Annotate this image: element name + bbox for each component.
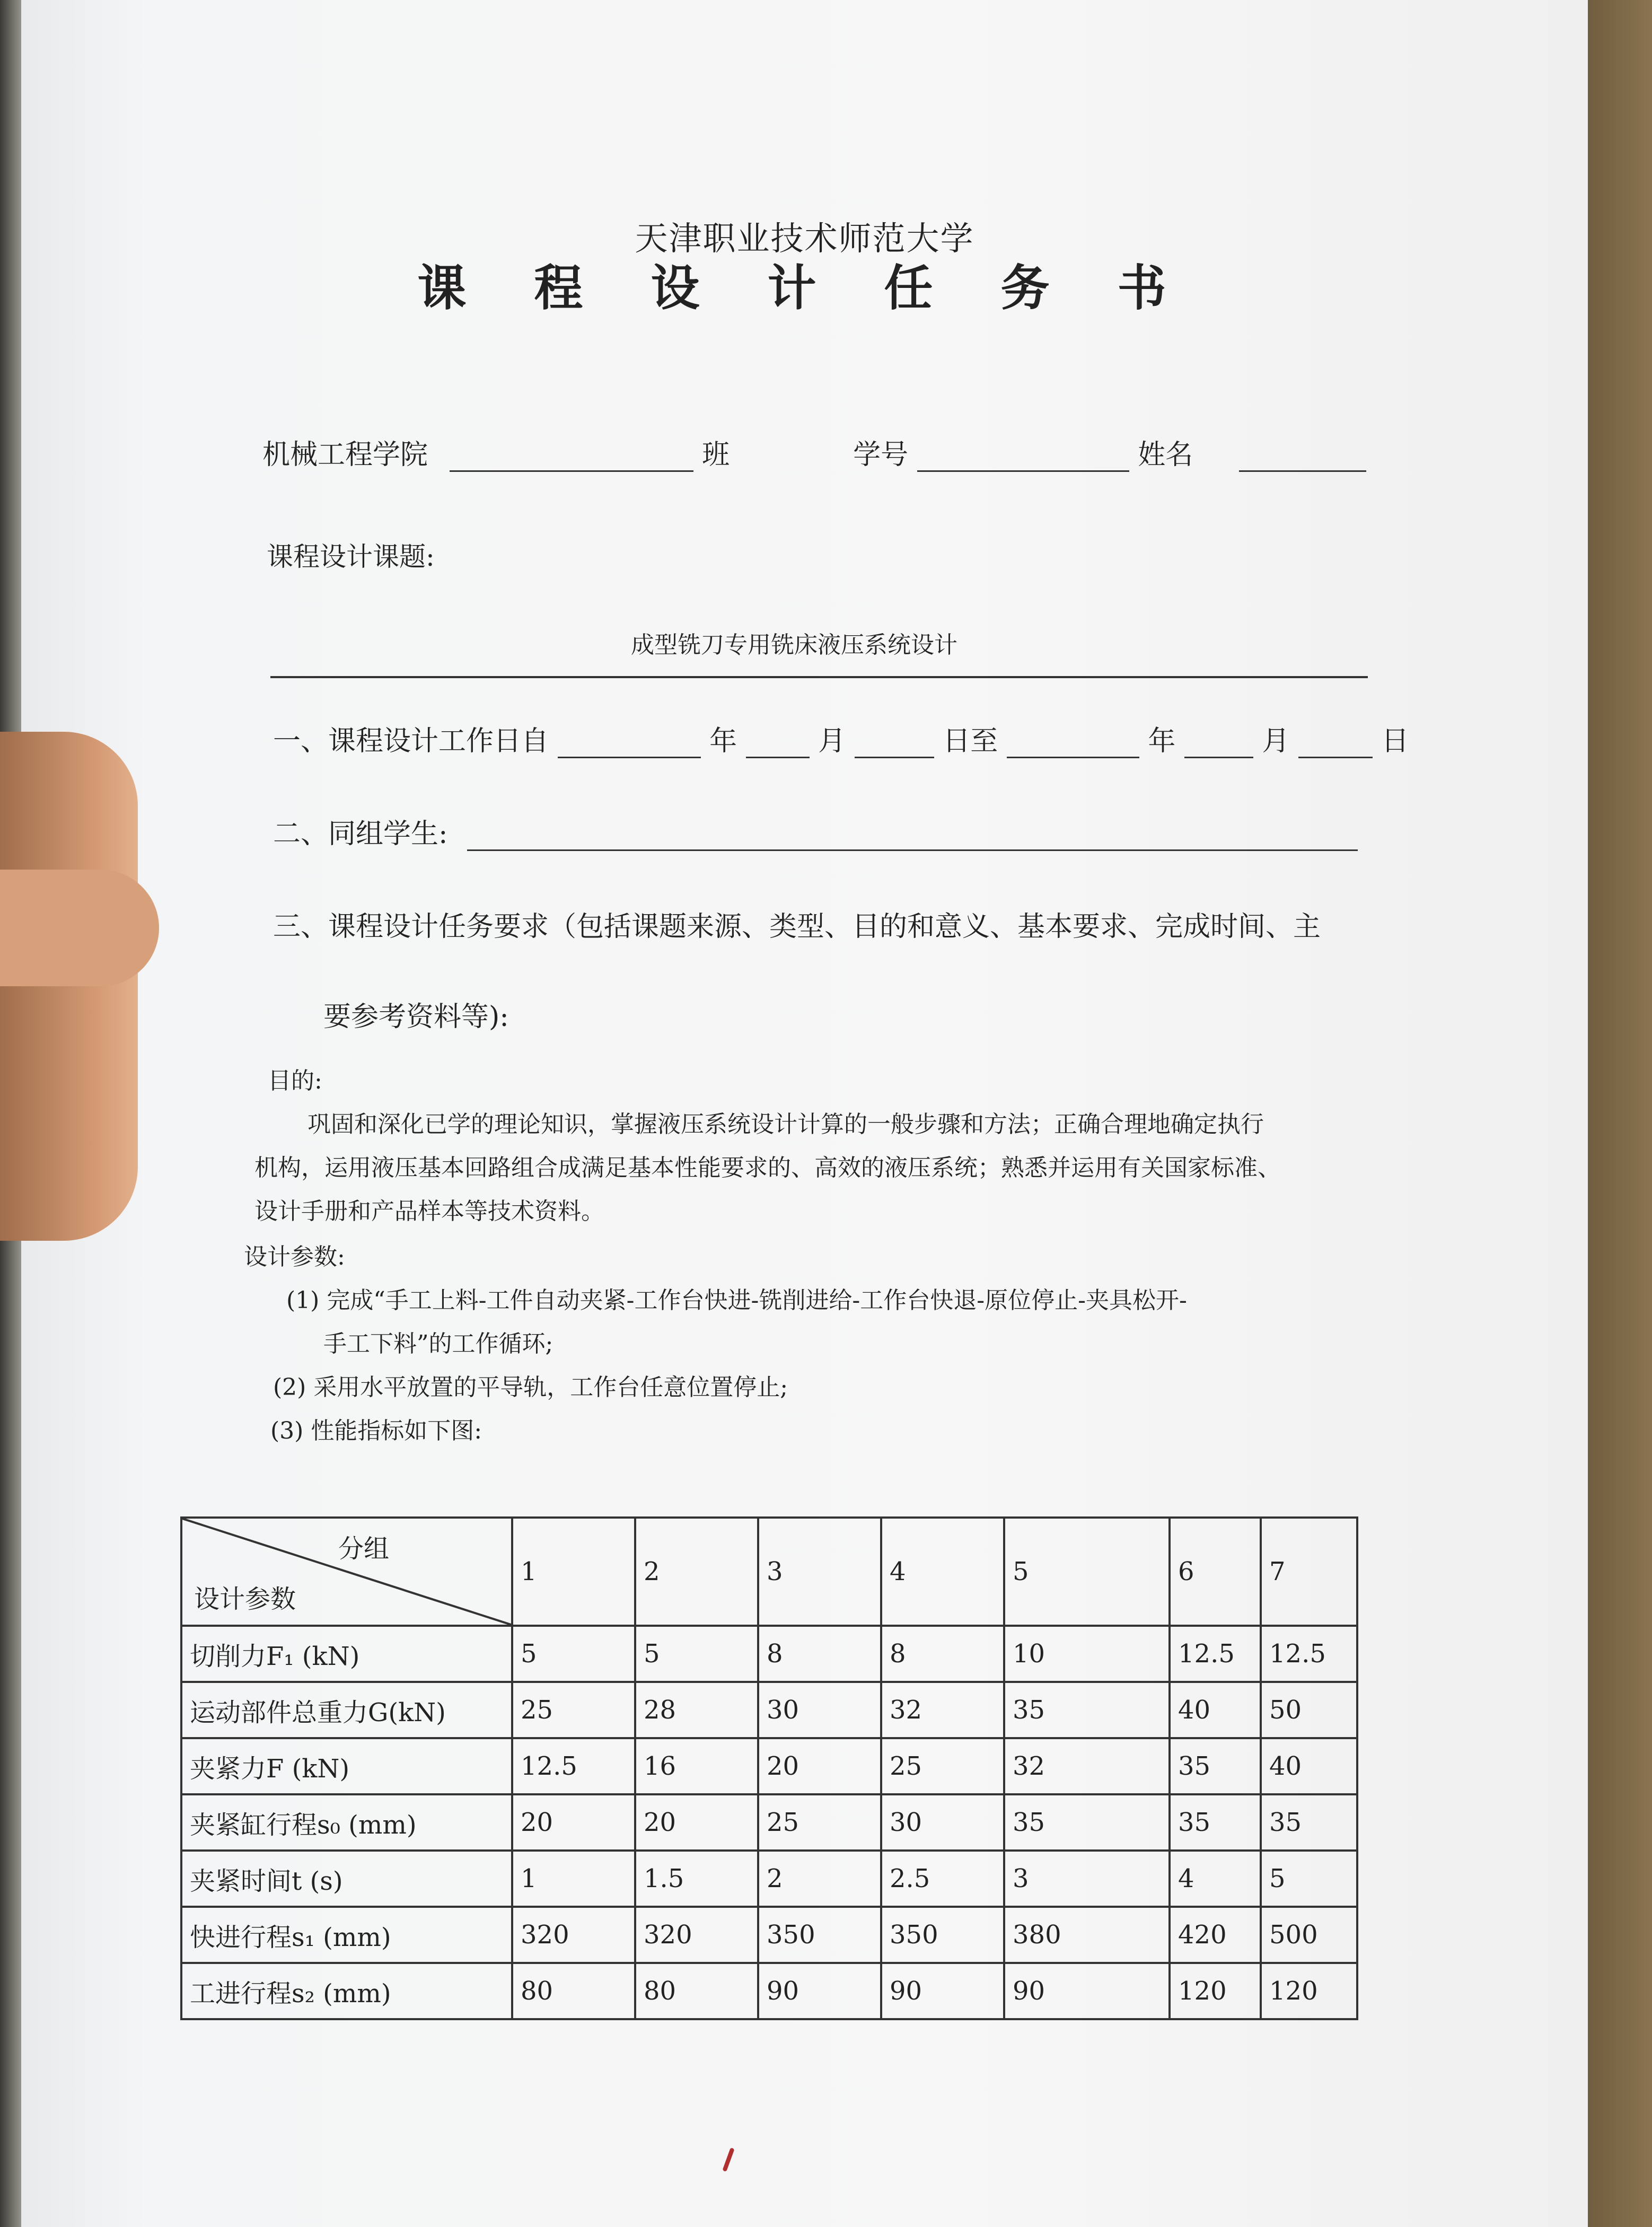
param-value-cell: 20 — [758, 1738, 881, 1794]
group-header: 2 — [635, 1518, 758, 1626]
table-row — [181, 1794, 1357, 1851]
param-label-cell: 运动部件总重力G(kN) — [181, 1682, 512, 1738]
name-label: 姓名 — [1138, 439, 1193, 471]
param-label-cell: 夹紧时间t (s) — [181, 1851, 512, 1907]
start-year-field[interactable] — [558, 729, 701, 758]
section-requirements-line1: 三、课程设计任务要求（包括课题来源、类型、目的和意义、基本要求、完成时间、主 — [273, 911, 1321, 943]
param-value-cell: 28 — [635, 1682, 758, 1738]
hand — [0, 732, 138, 1241]
param-value-cell: 90 — [1004, 1963, 1170, 2019]
table-row — [181, 1682, 1357, 1738]
param-value-cell: 20 — [512, 1794, 635, 1851]
param-value-cell: 1 — [512, 1851, 635, 1907]
param-label-cell: 夹紧缸行程s₀ (mm) — [181, 1794, 512, 1851]
table-row — [181, 1626, 1357, 1682]
end-day-field[interactable] — [1298, 729, 1373, 758]
param-value-cell: 10 — [1004, 1626, 1170, 1682]
param-label-cell: 切削力F₁ (kN) — [181, 1626, 512, 1682]
param-value-cell: 35 — [1170, 1738, 1261, 1794]
param-value-cell: 16 — [635, 1738, 758, 1794]
param-value-cell: 8 — [758, 1626, 881, 1682]
group-header: 3 — [758, 1518, 881, 1626]
purpose-text-line2: 机构，运用液压基本回路组合成满足基本性能要求的、高效的液压系统；熟悉并运用有关国家标准、 — [254, 1154, 1281, 1181]
document-title: 课 程 设 计 任 务 书 — [417, 259, 1192, 317]
param-value-cell: 5 — [512, 1626, 635, 1682]
param-value-cell: 80 — [512, 1963, 635, 2019]
param-value-cell: 120 — [1261, 1963, 1357, 2019]
topic-underline — [270, 676, 1368, 678]
purpose-text-line1: 巩固和深化已学的理论知识，掌握液压系统设计计算的一般步骤和方法；正确合理地确定执行 — [307, 1111, 1264, 1138]
param-value-cell: 25 — [758, 1794, 881, 1851]
param-value-cell: 350 — [881, 1907, 1004, 1963]
param-value-cell: 4 — [1170, 1851, 1261, 1907]
document-page — [21, 0, 1588, 2227]
section-requirements-line2: 要参考资料等): — [323, 1001, 509, 1033]
param-label-cell: 夹紧力F (kN) — [181, 1738, 512, 1794]
student-id-label: 学号 — [853, 439, 909, 471]
background-right — [1578, 0, 1652, 2227]
student-info-row — [262, 432, 1366, 472]
param-value-cell: 350 — [758, 1907, 881, 1963]
start-month-label: 月 — [818, 725, 846, 757]
param-value-cell: 2.5 — [881, 1851, 1004, 1907]
topic-label: 课程设计课题: — [267, 541, 435, 572]
param-value-cell: 35 — [1004, 1794, 1170, 1851]
end-year-label: 年 — [1148, 725, 1176, 757]
start-year-label: 年 — [709, 725, 737, 757]
topic-value: 成型铣刀专用铣床液压系统设计 — [631, 632, 957, 659]
table-row — [181, 1738, 1357, 1794]
design-param-item3: (3) 性能指标如下图: — [270, 1417, 482, 1444]
design-params-label: 设计参数: — [244, 1243, 345, 1270]
end-month-field[interactable] — [1184, 729, 1253, 758]
end-day-label: 日 — [1381, 725, 1409, 757]
param-value-cell: 12.5 — [512, 1738, 635, 1794]
param-value-cell: 1.5 — [635, 1851, 758, 1907]
param-value-cell: 8 — [881, 1626, 1004, 1682]
param-value-cell: 30 — [881, 1794, 1004, 1851]
table-row — [181, 1851, 1357, 1907]
param-value-cell: 12.5 — [1261, 1626, 1357, 1682]
purpose-label: 目的: — [268, 1067, 322, 1094]
param-value-cell: 32 — [1004, 1738, 1170, 1794]
param-label-cell: 工进行程s₂ (mm) — [181, 1963, 512, 2019]
college-label: 机械工程学院 — [262, 439, 428, 471]
param-value-cell: 90 — [881, 1963, 1004, 2019]
param-value-cell: 320 — [512, 1907, 635, 1963]
param-value-cell: 32 — [881, 1682, 1004, 1738]
design-param-item1b: 手工下料”的工作循环; — [323, 1330, 553, 1357]
thumb — [0, 870, 159, 986]
name-field[interactable] — [1239, 443, 1366, 472]
start-day-to-label: 日至 — [943, 725, 998, 757]
param-value-cell: 380 — [1004, 1907, 1170, 1963]
start-day-field[interactable] — [855, 729, 934, 758]
corner-param-label: 设计参数 — [194, 1584, 296, 1614]
param-value-cell: 3 — [1004, 1851, 1170, 1907]
section-work-dates — [273, 718, 1409, 758]
param-value-cell: 80 — [635, 1963, 758, 2019]
performance-table — [180, 1516, 1358, 2020]
param-value-cell: 5 — [635, 1626, 758, 1682]
param-value-cell: 40 — [1170, 1682, 1261, 1738]
group-header: 6 — [1170, 1518, 1261, 1626]
param-value-cell: 5 — [1261, 1851, 1357, 1907]
class-field[interactable] — [450, 443, 693, 472]
param-value-cell: 2 — [758, 1851, 881, 1907]
param-value-cell: 420 — [1170, 1907, 1261, 1963]
param-value-cell: 12.5 — [1170, 1626, 1261, 1682]
param-value-cell: 500 — [1261, 1907, 1357, 1963]
param-value-cell: 35 — [1004, 1682, 1170, 1738]
group-students-field[interactable] — [467, 822, 1358, 851]
student-id-field[interactable] — [917, 443, 1129, 472]
group-header: 1 — [512, 1518, 635, 1626]
work-date-prefix: 一、课程设计工作日自 — [273, 725, 549, 757]
param-value-cell: 120 — [1170, 1963, 1261, 2019]
design-param-item2: (2) 采用水平放置的平导轨，工作台任意位置停止; — [273, 1374, 788, 1401]
group-header: 5 — [1004, 1518, 1170, 1626]
table-row — [181, 1907, 1357, 1963]
param-value-cell: 35 — [1261, 1794, 1357, 1851]
param-value-cell: 50 — [1261, 1682, 1357, 1738]
design-param-item1a: (1) 完成“手工上料-工件自动夹紧-工作台快进-铣削进给-工作台快退-原位停止-夹具松开- — [286, 1287, 1187, 1314]
class-label: 班 — [702, 439, 730, 471]
param-value-cell: 20 — [635, 1794, 758, 1851]
table-row — [181, 1963, 1357, 2019]
param-value-cell: 320 — [635, 1907, 758, 1963]
table-body — [181, 1626, 1357, 2019]
university-name: 天津职业技术师范大学 — [635, 219, 974, 258]
corner-group-label: 分组 — [338, 1534, 389, 1564]
group-students-label: 二、同组学生: — [273, 818, 448, 850]
section-group-students — [273, 811, 1358, 851]
group-header: 4 — [881, 1518, 1004, 1626]
group-header: 7 — [1261, 1518, 1357, 1626]
param-label-cell: 快进行程s₁ (mm) — [181, 1907, 512, 1963]
table-corner-cell — [181, 1518, 512, 1626]
param-value-cell: 90 — [758, 1963, 881, 2019]
purpose-text-line3: 设计手册和产品样本等技术资料。 — [254, 1198, 604, 1225]
red-ink-mark — [722, 2147, 734, 2172]
param-value-cell: 25 — [512, 1682, 635, 1738]
param-value-cell: 30 — [758, 1682, 881, 1738]
param-value-cell: 25 — [881, 1738, 1004, 1794]
param-value-cell: 40 — [1261, 1738, 1357, 1794]
table-header-row — [181, 1518, 1357, 1626]
param-value-cell: 35 — [1170, 1794, 1261, 1851]
start-month-field[interactable] — [746, 729, 810, 758]
end-month-label: 月 — [1262, 725, 1290, 757]
end-year-field[interactable] — [1007, 729, 1139, 758]
